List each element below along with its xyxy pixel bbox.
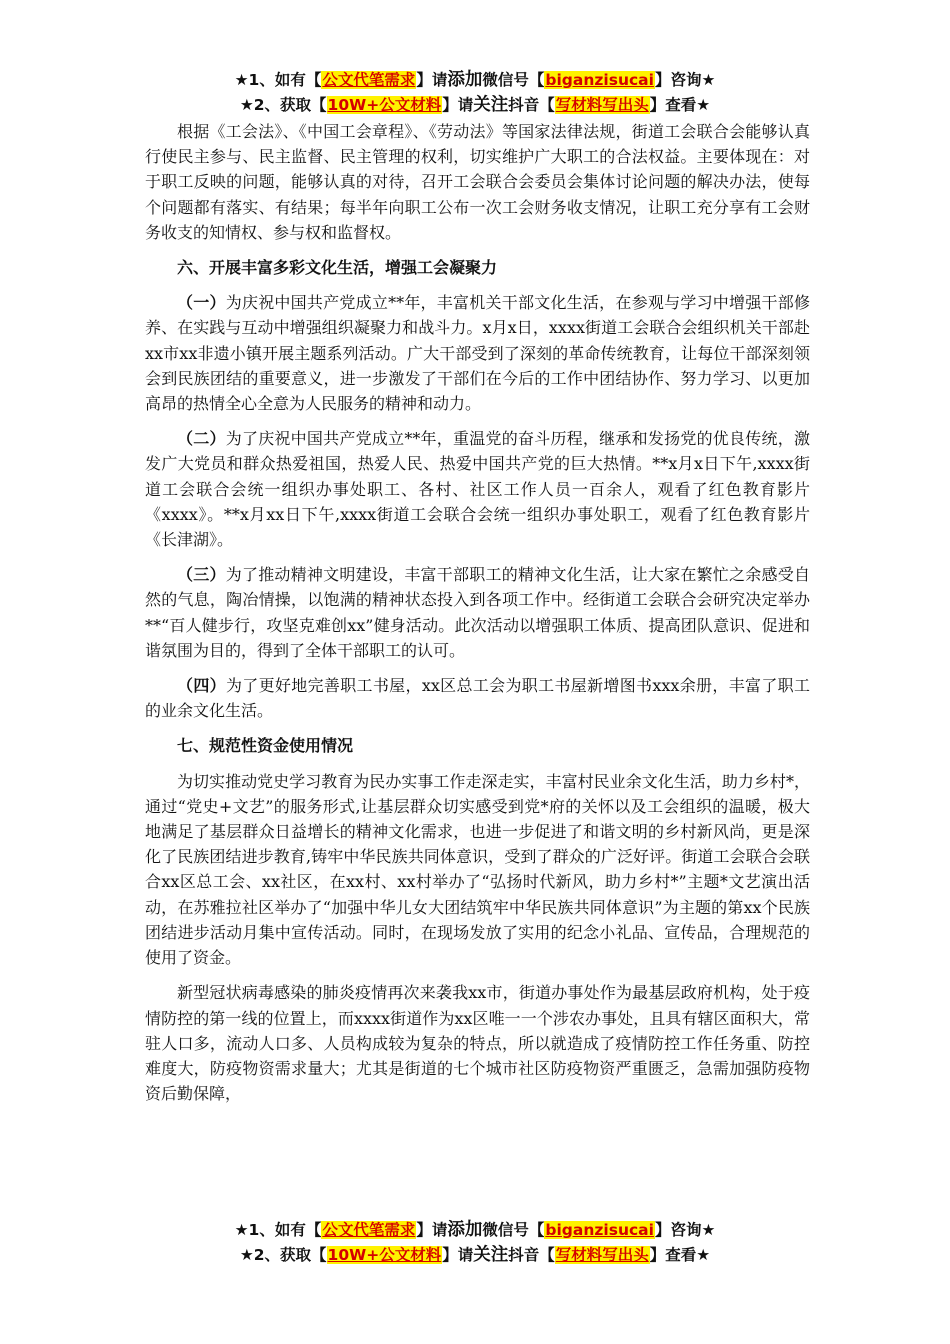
star-icon: ★ bbox=[239, 96, 254, 114]
paragraph-item-4: （四）为了更好地完善职工书屋，xx区总工会为职工书屋新增图书xxx余册，丰富了职工的业余文化生活。 bbox=[145, 676, 810, 721]
douyin-highlight: 写材料写出头 bbox=[555, 1246, 649, 1264]
douyin-highlight: 写材料写出头 bbox=[555, 96, 649, 114]
wechat-id-highlight: biganzisucai bbox=[545, 71, 654, 89]
promo-highlight: 10W+公文材料 bbox=[327, 96, 442, 114]
promo-highlight: 公文代笔需求 bbox=[322, 71, 416, 89]
paragraph-epidemic: 新型冠状病毒感染的肺炎疫情再次来袭我xx市，街道办事处作为最基层政府机构，处于疫情防控的第一线的位置上，而xxxx街道作为xx区唯一一个涉农办事处，且具有辖区面积大，常驻人口多，流动人口多、人员构成较为复杂的特点，所以就造成了疫情防控工作任务重、防控难度大，防疫物资需求量大；尤其是街道的七个城市社区防疫物资严重匮乏，急需加强防疫物资后勤保障， bbox=[145, 983, 810, 1104]
paragraph-item-3: （三）为了推动精神文明建设，丰富干部职工的精神文化生活，让大家在繁忙之余感受自然的气息，陶冶情操，以饱满的精神状态投入到各项工作中。经街道工会联合会研究决定举办**“百人健步行，攻坚克难创xx”健身活动。此次活动以增强职工体质、提高团队意识、促进和谐氛围为目的，得到了全体干部职工的认可。 bbox=[145, 565, 810, 660]
promo-banner-top bbox=[0, 68, 950, 118]
paragraph-union-rights: 根据《工会法》、《中国工会章程》、《劳动法》等国家法律法规，街道工会联合会能够认真行使民主参与、民主监督、民主管理的权利，切实维护广大职工的合法权益。主要体现在：对于职工反映的问题，能够认真的对待，召开工会联合会委员会集体讨论问题的解决办法，使每个问题都有落实、有结果；每半年向职工公布一次工会财务收支情况，让职工充分享有工会财务收支的知情权、参与权和监督权。 bbox=[145, 122, 810, 242]
document-body bbox=[145, 119, 810, 1106]
promo-line-2: ★2、获取【10W+公文材料】请关注抖音【写材料写出头】查看★ bbox=[239, 1245, 711, 1265]
wechat-id-highlight: biganzisucai bbox=[545, 1221, 654, 1239]
section-heading-6: 六、开展丰富多彩文化生活，增强工会凝聚力 bbox=[177, 258, 498, 278]
paragraph-funds-usage: 为切实推动党史学习教育为民办实事工作走深走实，丰富村民业余文化生活，助力乡村*，通过“党史+文艺”的服务形式,让基层群众切实感受到党*府的关怀以及工会组织的温暖，极大地满足了基层群众日益增长的精神文化需求，也进一步促进了和谐文明的乡村新风尚，更是深化了民族团结进步教育,铸牢中华民族共同体意识，受到了群众的广泛好评。街道工会联合会联合xx区总工会、xx社区，在xx村、xx村举办了“弘扬时代新风，助力乡村*”主题*文艺演出活动，在苏雅拉社区举办了“加强中华儿女大团结筑牢中华民族共同体意识”为主题的第xx个民族团结进步活动月集中宣传活动。同时，在现场发放了实用的纪念小礼品、宣传品，合理规范的使用了资金。 bbox=[145, 771, 810, 968]
star-icon: ★ bbox=[234, 1221, 249, 1239]
promo-line-1: ★1、如有【公文代笔需求】请添加微信号【biganzisucai】咨询★ bbox=[234, 1220, 716, 1240]
promo-banner-bottom bbox=[0, 1218, 950, 1268]
promo-highlight: 10W+公文材料 bbox=[327, 1246, 442, 1264]
paragraph-item-2: （二）为了庆祝中国共产党成立**年，重温党的奋斗历程，继承和发扬党的优良传统，激发广大党员和群众热爱祖国，热爱人民、热爱中国共产党的巨大热情。**x月x日下午,xxxx街道工会联合会统一组织办事处职工、各村、社区工作人员一百余人，观看了红色教育影片《xxxx》。**x月xx日下午,xxxx街道工会联合会统一组织办事处职工，观看了红色教育影片《长津湖》。 bbox=[145, 429, 810, 550]
promo-highlight: 公文代笔需求 bbox=[322, 1221, 416, 1239]
paragraph-item-1: （一）为庆祝中国共产党成立**年，丰富机关干部文化生活，在参观与学习中增强干部修养、在实践与互动中增强组织凝聚力和战斗力。x月x日，xxxx街道工会联合会组织机关干部赴xx市xx非遗小镇开展主题系列活动。广大干部受到了深刻的革命传统教育，让每位干部深刻领会到民族团结的重要意义，进一步激发了干部们在今后的工作中团结协作、努力学习、以更加高昂的热情全心全意为人民服务的精神和动力。 bbox=[145, 293, 810, 414]
star-icon: ★ bbox=[234, 71, 249, 89]
promo-line-1: ★1、如有【公文代笔需求】请添加微信号【biganzisucai】咨询★ bbox=[234, 70, 716, 90]
star-icon: ★ bbox=[239, 1246, 254, 1264]
section-heading-7: 七、规范性资金使用情况 bbox=[177, 736, 354, 756]
promo-line-2: ★2、获取【10W+公文材料】请关注抖音【写材料写出头】查看★ bbox=[239, 95, 711, 115]
